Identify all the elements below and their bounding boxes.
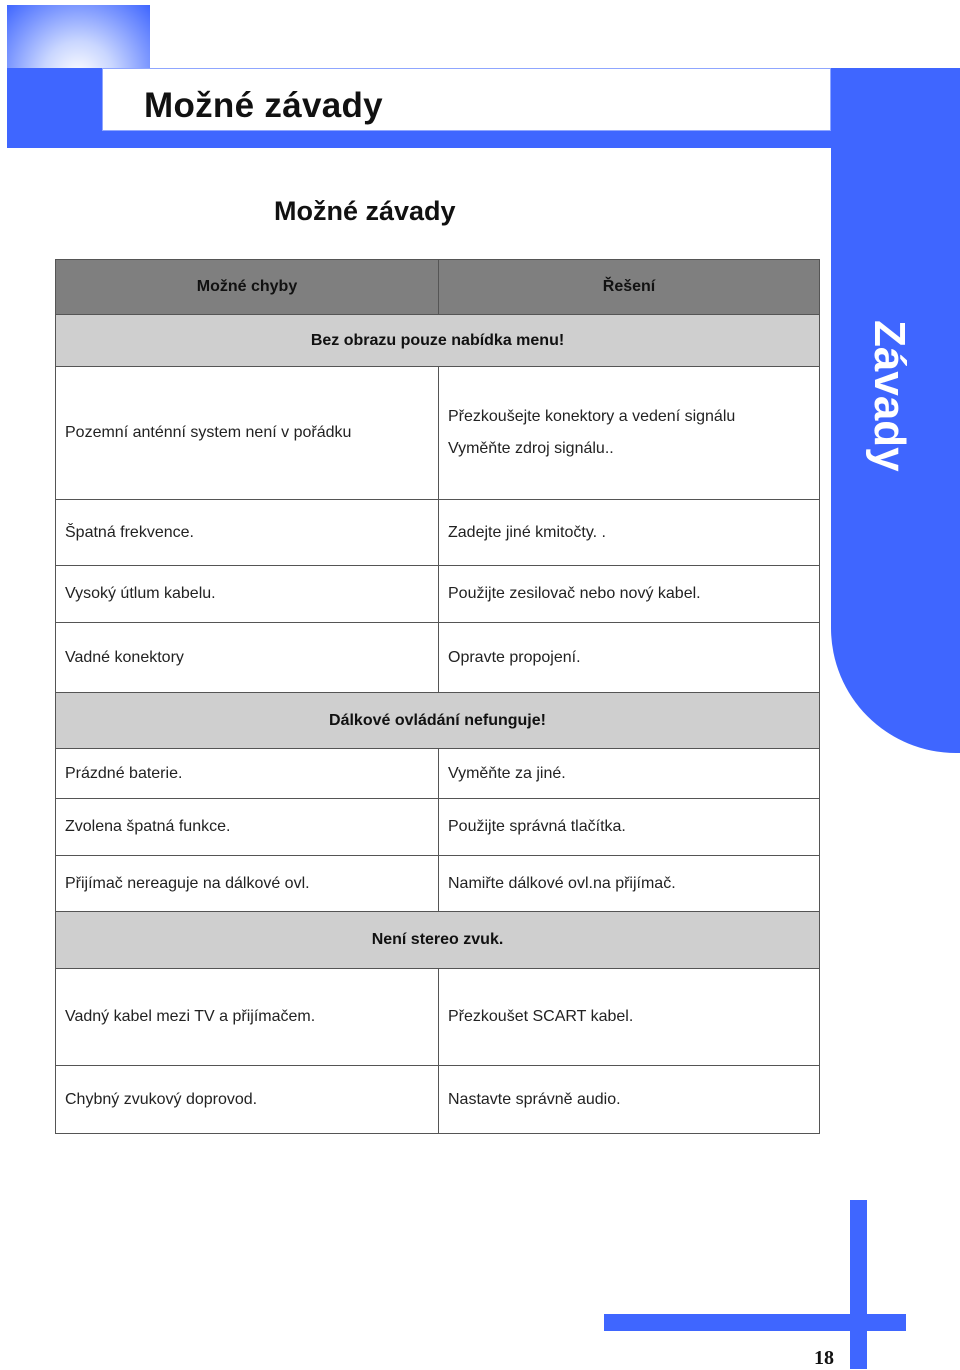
solution-cell	[439, 856, 820, 912]
solution-cell	[439, 749, 820, 799]
solution-line: Nastavte správně audio.	[448, 1090, 621, 1108]
page-number: 18	[814, 1347, 834, 1369]
problem-cell: Zvolena špatná funkce.	[56, 799, 439, 856]
solution-line: Použijte správná tlačítka.	[448, 818, 626, 835]
group-heading: Bez obrazu pouze nabídka menu!	[56, 315, 820, 367]
solution-line: Použijte zesilovač nebo nový kabel.	[448, 585, 701, 602]
problem-cell: Vadný kabel mezi TV a přijímačem.	[56, 969, 439, 1066]
problem-cell: Chybný zvukový doprovod.	[56, 1066, 439, 1134]
problem-cell: Prázdné baterie.	[56, 749, 439, 799]
table-row	[56, 799, 820, 856]
column-header-problem: Možné chyby	[56, 260, 439, 315]
problem-cell: Pozemní anténní system není v pořádku	[56, 367, 439, 500]
table-group-row	[56, 912, 820, 969]
solution-line: Přezkoušet SCART kabel.	[448, 1008, 634, 1025]
problem-cell: Vysoký útlum kabelu.	[56, 566, 439, 623]
solution-cell	[439, 500, 820, 566]
troubleshooting-table	[55, 259, 820, 1134]
table-row	[56, 749, 820, 799]
solution-line: Přezkoušejte konektory a vedení signálu	[448, 408, 736, 425]
table-row	[56, 1066, 820, 1134]
problem-cell: Špatná frekvence.	[56, 500, 439, 566]
solution-cell	[439, 799, 820, 856]
solution-line: Opravte propojení.	[448, 648, 581, 666]
solution-cell	[439, 623, 820, 693]
table-row	[56, 969, 820, 1066]
section-title: Možné závady	[274, 196, 456, 226]
solution-line: Zadejte jiné kmitočty. .	[448, 523, 606, 541]
solution-cell	[439, 566, 820, 623]
problem-cell: Přijímač nereaguje na dálkové ovl.	[56, 856, 439, 912]
group-heading: Dálkové ovládání nefunguje!	[56, 693, 820, 749]
solution-cell	[439, 969, 820, 1066]
decor-vertical-bar	[850, 1200, 867, 1369]
solution-line: Vyměňte zdroj signálu..	[448, 440, 614, 457]
table-row	[56, 856, 820, 912]
table-row	[56, 623, 820, 693]
table-group-row	[56, 315, 820, 367]
solution-cell	[439, 367, 820, 500]
table-row	[56, 367, 820, 500]
solution-line: Vyměňte za jiné.	[448, 764, 566, 782]
decor-horizontal-bar	[604, 1314, 906, 1331]
column-header-solution: Řešení	[439, 260, 820, 315]
table-group-row	[56, 693, 820, 749]
solution-line: Namiřte dálkové ovl.na přijímač.	[448, 874, 676, 892]
table-row	[56, 566, 820, 623]
page-title: Možné závady	[144, 86, 383, 125]
side-tab-label: Závady	[865, 320, 914, 472]
table-header-row	[56, 260, 820, 315]
table-row	[56, 500, 820, 566]
group-heading: Není stereo zvuk.	[56, 912, 820, 969]
solution-cell	[439, 1066, 820, 1134]
problem-cell: Vadné konektory	[56, 623, 439, 693]
side-tab-label-wrap	[864, 320, 914, 490]
